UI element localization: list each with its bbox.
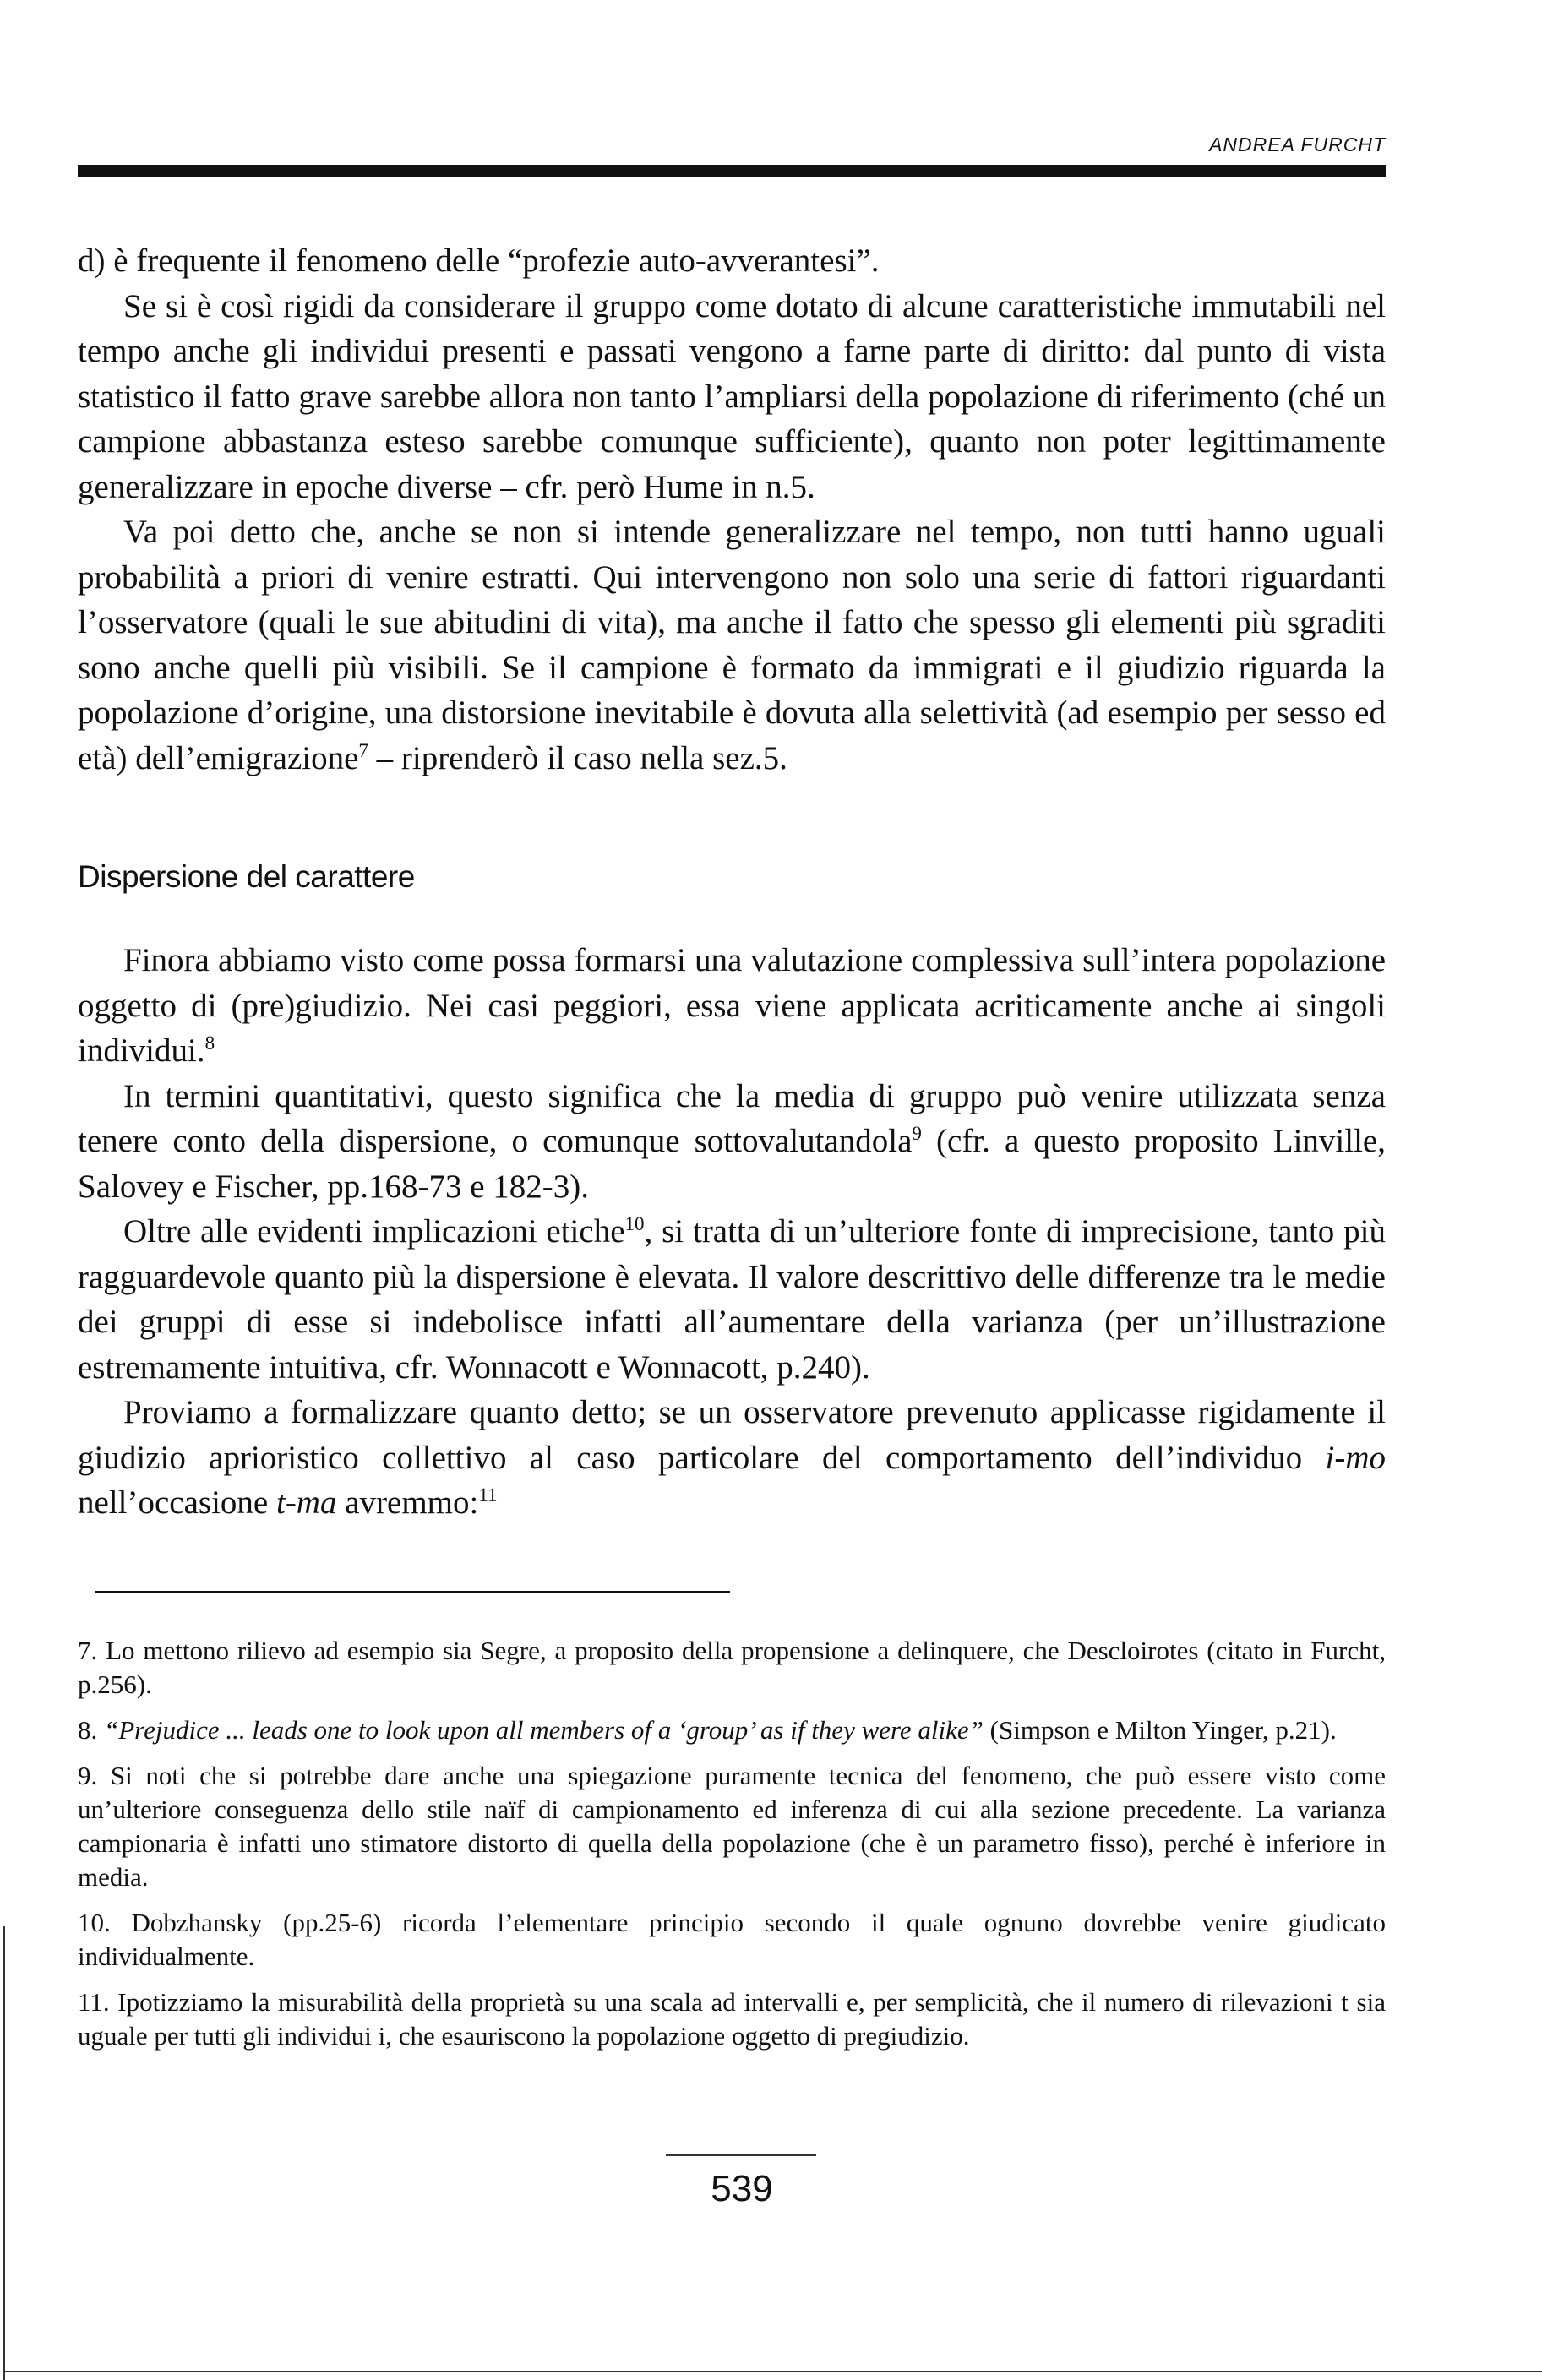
paragraph	[78, 1209, 1386, 1390]
text: In termini quantitativi, questo significa che la media di gruppo può venire utilizzata senza tenere conto della dispersione, o comunque sottovalutandola	[78, 1077, 1386, 1159]
footnote-ref[interactable]: 7	[358, 739, 368, 761]
italic-term: t-ma	[275, 1484, 337, 1521]
footnote-ref[interactable]: 10	[624, 1213, 645, 1234]
text: (cfr. a questo proposito Linville, Salovey e Fischer, pp.168-73 e 182-3).	[78, 1123, 1386, 1205]
header-rule	[78, 165, 1386, 177]
footnote-9: 9. Si noti che si potrebbe dare anche una spiegazione puramente tecnica del fenomeno, che può essere visto come un’ulteriore conseguenza dello stile naïf di campionamento ed inferenza di cui alla sezione precedente. La varianza campionaria è infatti uno stimatore distorto di quella della popolazione (che è un parametro fisso), perché è inferiore in media.	[78, 1761, 1386, 1892]
footnote-8	[78, 1713, 1386, 1747]
footnote-7: 7. Lo mettono rilievo ad esempio sia Segre, a proposito della propensione a delinquere, che Descloirotes (citato in Furcht, p.256).	[78, 1636, 1386, 1699]
footnote-11: 11. Ipotizziamo la misurabilità della proprietà su una scala ad intervalli e, per semplicità, che il numero di rilevazioni t sia uguale per tutti gli individui i, che esauriscono la popolazione oggetto di pregiudizio.	[78, 1987, 1386, 2051]
footnotes	[78, 1634, 1386, 2065]
paragraph	[78, 938, 1386, 1074]
paragraph	[78, 1390, 1386, 1526]
text: Proviamo a formalizzare quanto detto; se un osservatore prevenuto applicasse rigidamente il giudizio aprioristico collettivo al caso particolare del comportamento dell’individuo	[78, 1394, 1386, 1476]
quotation: “Prejudice ... leads one to look upon all members of a ‘group’ as if they were alike”	[104, 1715, 984, 1745]
page-number-rule	[666, 2154, 816, 2156]
section-heading: Dispersione del carattere	[78, 859, 415, 894]
text: nell’occasione	[78, 1484, 276, 1521]
text: Va poi detto che, anche se non si intende generalizzare nel tempo, non tutti hanno uguali probabilità a priori di venire estratti. Qui intervengono non solo una serie di fattori riguardanti l’osservatore (quali le sue abitudini di vita), ma anche il fatto che spesso gli elementi più sgraditi sono anche quelli più visibili. Se il campione è formato da immigrati e il giudizio riguarda la popolazione d’origine, una distorsione inevitabile è dovuta alla selettività (ad esempio per sesso ed età) dell’emigrazione	[78, 514, 1386, 776]
footnote-ref[interactable]: 9	[912, 1123, 922, 1144]
scan-edge-line	[3, 1926, 5, 2380]
text: Finora abbiamo visto come possa formarsi una valutazione complessiva sull’intera popolazione oggetto di (pre)giudizio. Nei casi peggiori, essa viene applicata acriticamente anche ai singoli individui.	[78, 942, 1386, 1069]
footnote-ref[interactable]: 11	[478, 1484, 498, 1506]
section-2-body	[78, 938, 1386, 1526]
page-number: 539	[711, 2168, 773, 2209]
text: avremmo:	[336, 1484, 479, 1521]
paragraph: Se si è così rigidi da considerare il gruppo come dotato di alcune caratteristiche immutabili nel tempo anche gli individui presenti e passati vengono a farne parte di diritto: dal punto di vista statistico il fatto grave sarebbe allora non tanto l’ampliarsi della popolazione di riferimento (ché un campione abbastanza esteso sarebbe comunque sufficiente), quanto non poter legittimamente generalizzare in epoche diverse – cfr. però Hume in n.5.	[78, 287, 1386, 505]
text: Oltre alle evidenti implicazioni etiche	[123, 1213, 625, 1250]
footnote-10: 10. Dobzhansky (pp.25-6) ricorda l’elementare principio secondo il quale ognuno dovrebbe venire giudicato individualmente.	[78, 1908, 1386, 1971]
text: (Simpson e Milton Yinger, p.21).	[983, 1715, 1337, 1745]
footnote-ref[interactable]: 8	[204, 1032, 215, 1054]
text: , si tratta di un’ulteriore fonte di imprecisione, tanto più ragguardevole quanto più la dispersione è elevata. Il valore descrittivo delle differenze tra le medie dei gruppi di esse si indebolisce infatti all’aumentare della varianza (per un’illustrazione estremamente intuitiva, cfr. Wonnacott e Wonnacott, p.240).	[78, 1213, 1386, 1386]
text: – riprenderò il caso nella sez.5.	[368, 739, 787, 776]
scan-bottom-edge	[3, 2371, 1542, 2372]
footnote-separator	[95, 1591, 730, 1593]
paragraph	[78, 509, 1386, 781]
footnote-number: 8.	[78, 1715, 104, 1745]
section-1-body	[78, 238, 1386, 781]
paragraph: d) è frequente il fenomeno delle “profezie auto-avverantesi”.	[78, 242, 880, 279]
paragraph	[78, 1074, 1386, 1210]
italic-term: i-mo	[1325, 1439, 1386, 1476]
running-head: ANDREA FURCHT	[1209, 133, 1386, 155]
